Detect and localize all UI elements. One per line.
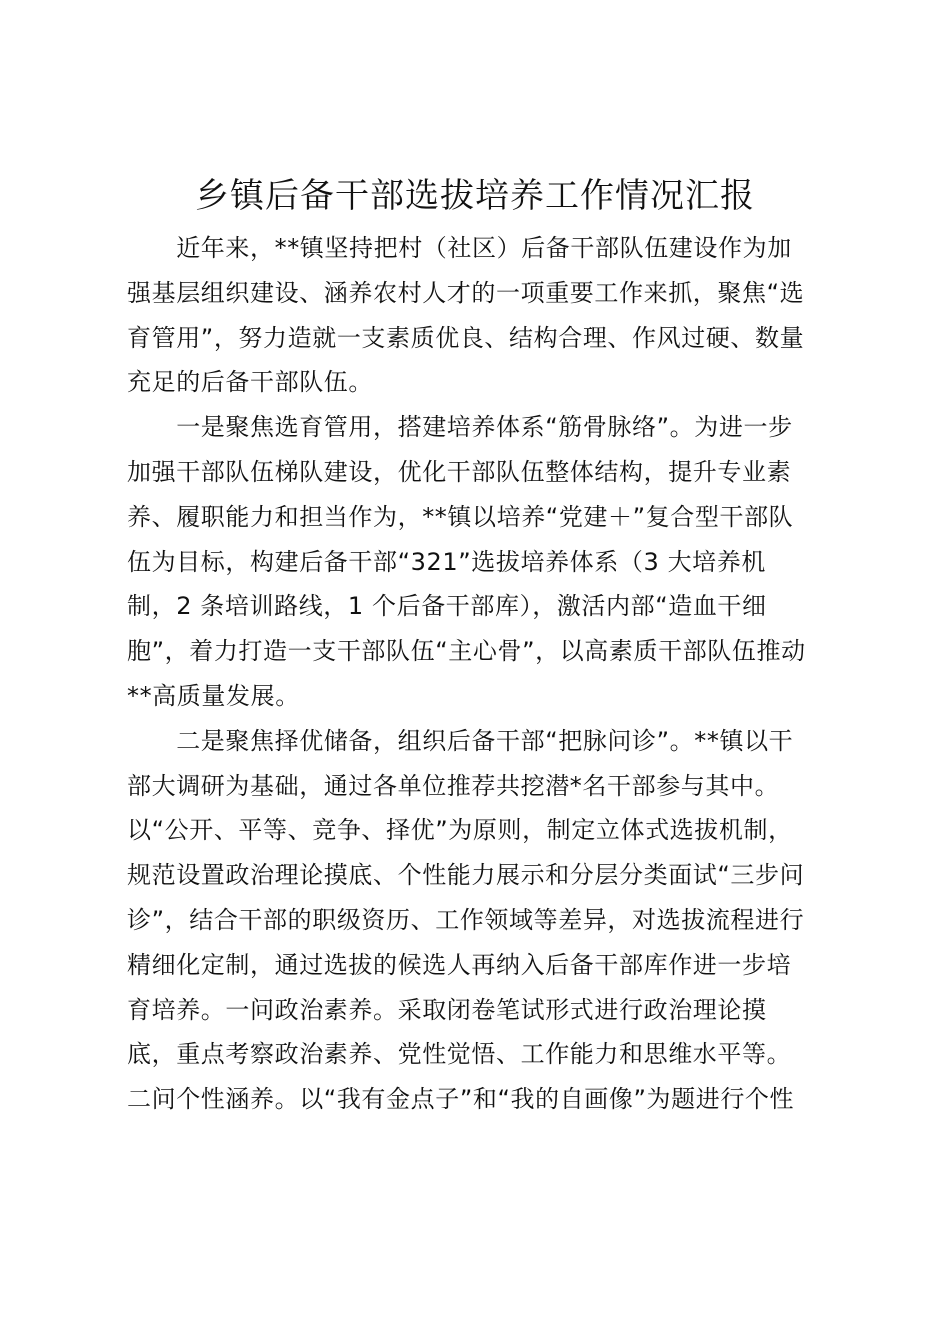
body-line: 伍为目标，构建后备干部“321”选拔培养体系（3 大培养机: [127, 547, 766, 576]
body-line: 诊”，结合干部的职级资历、工作领域等差异，对选拔流程进行: [127, 905, 805, 934]
body-line: 加强干部队伍梯队建设，优化干部队伍整体结构，提升专业素: [127, 457, 792, 486]
body-line: 制，2 条培训路线，1 个后备干部库），激活内部“造血干细: [127, 592, 767, 621]
body-line: 养、履职能力和担当作为，**镇以培养“党建＋”复合型干部队: [127, 502, 794, 531]
body-line: 充足的后备干部队伍。: [127, 368, 373, 397]
body-line: 一是聚焦选育管用，搭建培养体系“筋骨脉络”。为进一步: [127, 413, 793, 442]
body-line: 二是聚焦择优储备，组织后备干部“把脉问诊”。**镇以干: [127, 726, 794, 755]
body-line: 育管用”，努力造就一支素质优良、结构合理、作风过硬、数量: [127, 323, 805, 352]
body-line: 规范设置政治理论摸底、个性能力展示和分层分类面试“三步问: [127, 861, 805, 890]
body-line: 近年来，**镇坚持把村（社区）后备干部队伍建设作为加: [127, 234, 792, 262]
body-line: 育培养。一问政治素养。采取闭卷笔试形式进行政治理论摸: [127, 995, 767, 1024]
body-line: 二问个性涵养。以“我有金点子”和“我的自画像”为题进行个性: [127, 1085, 795, 1114]
document-title: 乡镇后备干部选拔培养工作情况汇报: [195, 176, 755, 216]
body-line: 部大调研为基础，通过各单位推荐共挖潜*名干部参与其中。: [127, 771, 780, 800]
body-line: 底，重点考察政治素养、党性觉悟、工作能力和思维水平等。: [127, 1040, 792, 1069]
document-body: [127, 226, 837, 1122]
body-line: 精细化定制，通过选拔的候选人再纳入后备干部库作进一步培: [127, 950, 792, 979]
body-line: 以“公开、平等、竞争、择优”为原则，制定立体式选拔机制，: [127, 816, 793, 845]
body-line: 胞”，着力打造一支干部队伍“主心骨”，以高素质干部队伍推动: [127, 637, 806, 666]
body-line: **高质量发展。: [127, 681, 300, 710]
body-line: 强基层组织建设、涵养农村人才的一项重要工作来抓，聚焦“选: [127, 278, 805, 307]
